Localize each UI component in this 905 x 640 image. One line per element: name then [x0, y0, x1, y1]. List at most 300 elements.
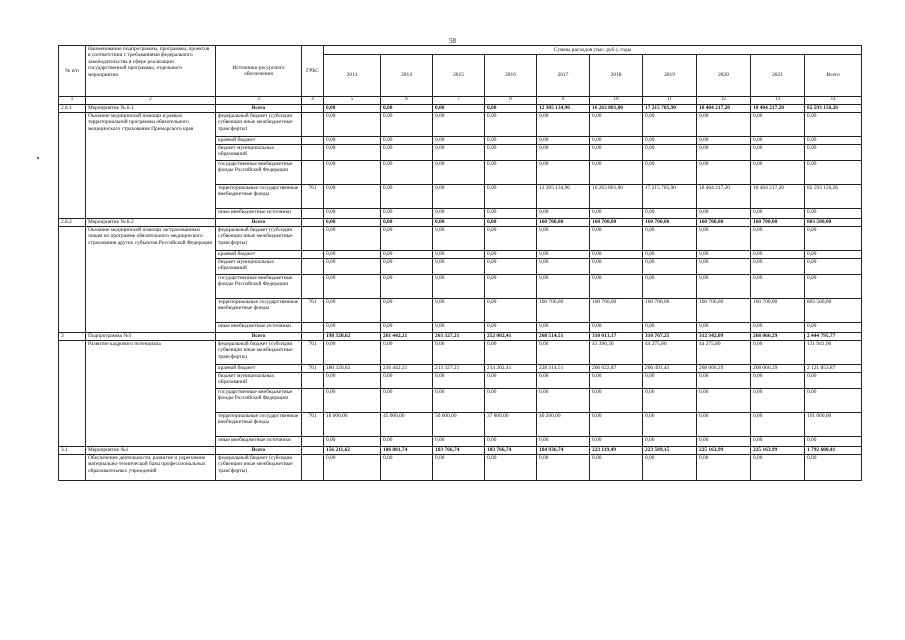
year-value: 0,00 — [697, 251, 751, 259]
grbs-code: 761 — [302, 365, 324, 373]
funding-source: государственные внебюджетные фонды Российской Федерации — [216, 161, 302, 185]
header-year: 2021 — [751, 55, 805, 97]
year-value: 268 066,29 — [697, 365, 751, 373]
funding-source: территориальные государственные внебюджетные фонды — [216, 413, 302, 437]
item-number: 2.8.2 — [59, 219, 86, 227]
year-value: 0,00 — [485, 259, 537, 275]
year-value: 0,00 — [433, 161, 485, 185]
year-value: 0,00 — [485, 275, 537, 299]
header-year: 2020 — [697, 55, 751, 97]
header-year: 2017 — [537, 55, 590, 97]
column-number: 3 — [216, 97, 302, 105]
year-value: 16 263 801,00 — [590, 105, 643, 113]
funding-source: краевой бюджет — [216, 137, 302, 145]
year-value: 0,00 — [381, 227, 433, 251]
year-value: 160 700,00 — [697, 299, 751, 323]
year-value: 0,00 — [697, 413, 751, 437]
year-value: 0,00 — [485, 105, 537, 113]
table-row — [59, 447, 862, 455]
year-value: 0,00 — [590, 209, 643, 219]
year-value: 0,00 — [643, 251, 697, 259]
year-value: 0,00 — [697, 145, 751, 161]
year-value: 198 320,62 — [324, 333, 381, 341]
table-row — [59, 105, 862, 113]
grbs-code — [302, 227, 324, 251]
year-value: 18 404 217,20 — [751, 105, 805, 113]
column-number: 12 — [697, 97, 751, 105]
budget-table — [58, 45, 862, 481]
funding-source: государственные внебюджетные фонды Российской Федерации — [216, 389, 302, 413]
year-value: 0,00 — [324, 219, 381, 227]
year-value: 0,00 — [643, 373, 697, 389]
year-value: 0,00 — [485, 341, 537, 365]
item-number: 2.8.1 — [59, 105, 86, 113]
header-year: 2015 — [433, 55, 485, 97]
year-value: 0,00 — [381, 161, 433, 185]
year-value: 18 404 217,20 — [751, 185, 805, 209]
column-number: 6 — [381, 97, 433, 105]
year-value: 0,00 — [537, 437, 590, 447]
year-value: 0,00 — [381, 113, 433, 137]
item-description: Оказание медицинской помощи в рамках территориальной программы обязательного медицинского страхования Приморского края — [86, 113, 216, 219]
year-value: 17 215 785,90 — [643, 185, 697, 209]
grbs-code: 761 — [302, 185, 324, 209]
year-value: 0,00 — [590, 323, 643, 333]
year-value: 183 766,74 — [485, 447, 537, 455]
year-value: 0,00 — [590, 389, 643, 413]
year-value: 0,00 — [751, 161, 805, 185]
grbs-code — [302, 137, 324, 145]
total-value: 2 121 853,87 — [805, 365, 862, 373]
item-description: Оказание медицинской помощи застрахованным лицам по программе обязательного медицинского страхования других субъектов Российской Федерации — [86, 227, 216, 333]
grbs-code — [302, 275, 324, 299]
year-value: 0,00 — [324, 437, 381, 447]
total-value: 0,00 — [805, 161, 862, 185]
total-value: 0,00 — [805, 373, 862, 389]
year-value: 0,00 — [643, 323, 697, 333]
year-value: 0,00 — [751, 227, 805, 251]
year-value: 223 119,49 — [590, 447, 643, 455]
year-value: 0,00 — [433, 251, 485, 259]
column-number: 11 — [643, 97, 697, 105]
year-value: 0,00 — [537, 251, 590, 259]
year-value: 0,00 — [643, 137, 697, 145]
total-value: 0,00 — [805, 323, 862, 333]
year-value: 0,00 — [433, 209, 485, 219]
year-value: 252 002,41 — [485, 333, 537, 341]
grbs-code — [302, 333, 324, 341]
year-value: 0,00 — [324, 251, 381, 259]
year-value: 0,00 — [751, 437, 805, 447]
year-value: 0,00 — [537, 389, 590, 413]
funding-source: федеральный бюджет (субсидии субвенции иные межбюджетные трансферты) — [216, 113, 302, 137]
year-value: 0,00 — [485, 145, 537, 161]
year-value: 0,00 — [485, 323, 537, 333]
funding-source: краевой бюджет — [216, 365, 302, 373]
year-value: 18 404 217,20 — [697, 185, 751, 209]
year-value: 0,00 — [590, 137, 643, 145]
year-value: 0,00 — [537, 209, 590, 219]
year-value: 0,00 — [381, 105, 433, 113]
year-value: 0,00 — [433, 145, 485, 161]
funding-source: краевой бюджет — [216, 251, 302, 259]
year-value: 0,00 — [697, 227, 751, 251]
year-value: 0,00 — [590, 113, 643, 137]
funding-source: территориальные государственные внебюджетные фонды — [216, 185, 302, 209]
year-value: 0,00 — [381, 185, 433, 209]
total-value: 191 000,00 — [805, 413, 862, 437]
year-value: 160 700,00 — [643, 219, 697, 227]
year-value: 0,00 — [697, 137, 751, 145]
item-description: Развитие кадрового потенциала — [86, 341, 216, 447]
funding-source: федеральный бюджет (субсидии субвенции иные межбюджетные трансферты) — [216, 227, 302, 251]
year-value: 0,00 — [324, 323, 381, 333]
total-value: 0,00 — [805, 113, 862, 137]
year-value: 0,00 — [751, 275, 805, 299]
year-value: 0,00 — [590, 373, 643, 389]
year-value: 0,00 — [433, 275, 485, 299]
year-value: 0,00 — [433, 219, 485, 227]
year-value: 0,00 — [643, 275, 697, 299]
header-year: 2014 — [381, 55, 433, 97]
column-number: 7 — [433, 97, 485, 105]
scan-speck — [37, 157, 39, 159]
year-value: 0,00 — [751, 323, 805, 333]
grbs-code — [302, 437, 324, 447]
year-value: 223 589,15 — [643, 447, 697, 455]
year-value: 0,00 — [433, 373, 485, 389]
item-title: Подпрограмма №3 — [86, 333, 216, 341]
year-value: 183 766,74 — [433, 447, 485, 455]
year-value: 0,00 — [751, 113, 805, 137]
column-number: 10 — [590, 97, 643, 105]
table-row — [59, 341, 862, 365]
table-row — [59, 227, 862, 251]
year-value: 12 305 134,96 — [537, 105, 590, 113]
year-value: 0,00 — [751, 209, 805, 219]
year-value: 40 200,00 — [537, 413, 590, 437]
year-value: 0,00 — [324, 373, 381, 389]
total-value: 82 593 156,26 — [805, 105, 862, 113]
total-value: 0,00 — [805, 209, 862, 219]
year-value: 0,00 — [537, 259, 590, 275]
header-grbs: ГРБС — [302, 46, 324, 97]
year-value: 12 305 134,96 — [537, 185, 590, 209]
year-value: 0,00 — [381, 219, 433, 227]
year-value: 0,00 — [590, 251, 643, 259]
header-total: Всего — [805, 55, 862, 97]
year-value: 0,00 — [537, 113, 590, 137]
funding-source: иные внебюджетные источники — [216, 323, 302, 333]
year-value: 0,00 — [643, 145, 697, 161]
year-value: 0,00 — [643, 455, 697, 481]
year-value: 0,00 — [643, 227, 697, 251]
funding-source: Всего — [216, 219, 302, 227]
year-value: 0,00 — [324, 227, 381, 251]
year-value: 0,00 — [537, 275, 590, 299]
year-value: 0,00 — [324, 275, 381, 299]
year-value: 0,00 — [537, 373, 590, 389]
year-value: 0,00 — [697, 323, 751, 333]
year-value: 0,00 — [381, 209, 433, 219]
grbs-code — [302, 105, 324, 113]
table-row — [59, 113, 862, 137]
year-value: 0,00 — [751, 413, 805, 437]
year-value: 0,00 — [381, 389, 433, 413]
year-value: 0,00 — [324, 299, 381, 323]
header-sum-title: Суммы расходов (тыс. руб.), годы — [324, 46, 862, 55]
item-title: Мероприятие № 8.1 — [86, 105, 216, 113]
year-value: 0,00 — [433, 259, 485, 275]
year-value: 0,00 — [324, 137, 381, 145]
year-value: 268 066,29 — [751, 365, 805, 373]
year-value: 0,00 — [697, 389, 751, 413]
year-value: 0,00 — [381, 259, 433, 275]
year-value: 0,00 — [381, 437, 433, 447]
year-value: 50 000,00 — [433, 413, 485, 437]
year-value: 0,00 — [643, 113, 697, 137]
funding-source: бюджет муниципальных образований — [216, 259, 302, 275]
grbs-code: 761 — [302, 299, 324, 323]
year-value: 0,00 — [751, 373, 805, 389]
year-value: 310 013,17 — [590, 333, 643, 341]
column-number: 4 — [302, 97, 324, 105]
header-name: Наименование подпрограммы, программы, проектов в соответствии с требованиями федерального законодательства в сфере реализации государственной программы, отдельного мероприятия — [86, 46, 216, 97]
year-value: 0,00 — [537, 323, 590, 333]
year-value: 160 700,00 — [751, 299, 805, 323]
funding-source: иные внебюджетные источники — [216, 209, 302, 219]
item-number-span — [59, 455, 86, 481]
year-value: 0,00 — [324, 455, 381, 481]
year-value: 0,00 — [590, 227, 643, 251]
year-value: 312 342,09 — [697, 333, 751, 341]
year-value: 228 314,51 — [537, 365, 590, 373]
year-value: 0,00 — [381, 341, 433, 365]
year-value: 0,00 — [537, 145, 590, 161]
header-num: № п/п — [59, 46, 86, 97]
funding-source: бюджет муниципальных образований — [216, 145, 302, 161]
year-value: 43 390,30 — [590, 341, 643, 365]
year-value: 0,00 — [485, 455, 537, 481]
year-value: 0,00 — [324, 105, 381, 113]
year-value: 263 327,21 — [433, 333, 485, 341]
year-value: 310 767,25 — [643, 333, 697, 341]
year-value: 0,00 — [751, 137, 805, 145]
year-value: 0,00 — [643, 389, 697, 413]
year-value: 0,00 — [751, 251, 805, 259]
year-value: 0,00 — [697, 455, 751, 481]
year-value: 0,00 — [697, 113, 751, 137]
funding-source: бюджет муниципальных образований — [216, 373, 302, 389]
total-value: 0,00 — [805, 251, 862, 259]
year-value: 0,00 — [697, 209, 751, 219]
funding-source: иные внебюджетные источники — [216, 437, 302, 447]
year-value: 160 700,00 — [590, 219, 643, 227]
year-value: 225 163,99 — [697, 447, 751, 455]
grbs-code — [302, 161, 324, 185]
year-value: 213 327,21 — [433, 365, 485, 373]
year-value: 0,00 — [485, 185, 537, 209]
year-value: 0,00 — [590, 437, 643, 447]
year-value: 0,00 — [381, 373, 433, 389]
total-value: 1 792 600,41 — [805, 447, 862, 455]
grbs-code — [302, 373, 324, 389]
year-value: 0,00 — [381, 251, 433, 259]
funding-source: Всего — [216, 105, 302, 113]
total-value: 0,00 — [805, 259, 862, 275]
year-value: 44 275,80 — [697, 341, 751, 365]
item-description: Обеспечение деятельности, развитие и укрепление материально-технической базы профессиональных образовательных учреждений — [86, 455, 216, 481]
year-value: 18 404 217,20 — [697, 105, 751, 113]
year-value: 160 700,00 — [537, 219, 590, 227]
year-value: 0,00 — [751, 389, 805, 413]
grbs-code — [302, 447, 324, 455]
year-value: 0,00 — [433, 105, 485, 113]
year-value: 180 320,62 — [324, 365, 381, 373]
year-value: 268 514,51 — [537, 333, 590, 341]
year-value: 0,00 — [433, 341, 485, 365]
total-value: 0,00 — [805, 227, 862, 251]
grbs-code: 761 — [302, 341, 324, 365]
year-value: 45 000,00 — [381, 413, 433, 437]
year-value: 0,00 — [697, 161, 751, 185]
year-value: 0,00 — [485, 299, 537, 323]
column-number: 1 — [59, 97, 86, 105]
year-value: 160 700,00 — [537, 299, 590, 323]
total-value: 0,00 — [805, 389, 862, 413]
year-value: 0,00 — [643, 209, 697, 219]
year-value: 0,00 — [590, 161, 643, 185]
table-row — [59, 455, 862, 481]
column-number: 13 — [751, 97, 805, 105]
header-year: 2013 — [324, 55, 381, 97]
year-value: 0,00 — [485, 389, 537, 413]
year-value: 0,00 — [697, 275, 751, 299]
year-value: 0,00 — [433, 185, 485, 209]
year-value: 0,00 — [751, 145, 805, 161]
total-value: 803 500,00 — [805, 299, 862, 323]
column-number: 14 — [805, 97, 862, 105]
year-value: 0,00 — [485, 251, 537, 259]
year-value: 0,00 — [485, 227, 537, 251]
year-value: 0,00 — [324, 185, 381, 209]
year-value: 0,00 — [590, 259, 643, 275]
year-value: 0,00 — [485, 437, 537, 447]
year-value: 0,00 — [324, 161, 381, 185]
funding-source: территориальные государственные внебюджетные фонды — [216, 299, 302, 323]
year-value: 225 163,99 — [751, 447, 805, 455]
year-value: 0,00 — [433, 113, 485, 137]
total-value: 2 444 795,77 — [805, 333, 862, 341]
year-value: 0,00 — [485, 373, 537, 389]
grbs-code — [302, 323, 324, 333]
item-number: 3 — [59, 333, 86, 341]
item-title: Мероприятие № 8.2 — [86, 219, 216, 227]
total-value: 0,00 — [805, 455, 862, 481]
year-value: 0,00 — [643, 413, 697, 437]
table-row — [59, 219, 862, 227]
year-value: 0,00 — [381, 275, 433, 299]
year-value: 0,00 — [433, 299, 485, 323]
year-value: 0,00 — [324, 113, 381, 137]
year-value: 0,00 — [433, 137, 485, 145]
year-value: 0,00 — [433, 227, 485, 251]
grbs-code — [302, 455, 324, 481]
header-source: Источники ресурсного обеспечения — [216, 46, 302, 97]
funding-source: Всего — [216, 333, 302, 341]
year-value: 0,00 — [751, 341, 805, 365]
item-number-span — [59, 341, 86, 447]
year-value: 268 066,29 — [751, 333, 805, 341]
year-value: 37 800,00 — [485, 413, 537, 437]
year-value: 0,00 — [590, 455, 643, 481]
year-value: 0,00 — [485, 137, 537, 145]
year-value: 0,00 — [433, 323, 485, 333]
column-number: 2 — [86, 97, 216, 105]
year-value: 0,00 — [537, 161, 590, 185]
year-value: 160 700,00 — [751, 219, 805, 227]
column-number: 5 — [324, 97, 381, 105]
funding-source: государственные внебюджетные фонды Российской Федерации — [216, 275, 302, 299]
year-value: 0,00 — [537, 137, 590, 145]
year-value: 266 491,45 — [643, 365, 697, 373]
year-value: 0,00 — [590, 275, 643, 299]
grbs-code — [302, 113, 324, 137]
year-value: 0,00 — [324, 389, 381, 413]
year-value: 160 700,00 — [590, 299, 643, 323]
year-value: 44 275,80 — [643, 341, 697, 365]
year-value: 18 000,00 — [324, 413, 381, 437]
header-year: 2019 — [643, 55, 697, 97]
year-value: 0,00 — [433, 389, 485, 413]
year-value: 216 442,21 — [381, 365, 433, 373]
year-value: 0,00 — [643, 161, 697, 185]
year-value: 0,00 — [751, 259, 805, 275]
total-value: 82 593 156,26 — [805, 185, 862, 209]
grbs-code — [302, 251, 324, 259]
year-value: 0,00 — [485, 161, 537, 185]
table-row — [59, 333, 862, 341]
grbs-code — [302, 219, 324, 227]
total-value: 0,00 — [805, 137, 862, 145]
header-year: 2018 — [590, 55, 643, 97]
year-value: 0,00 — [381, 145, 433, 161]
year-value: 0,00 — [697, 259, 751, 275]
item-number: 3.1 — [59, 447, 86, 455]
year-value: 0,00 — [590, 413, 643, 437]
year-value: 0,00 — [485, 113, 537, 137]
funding-source: Всего — [216, 447, 302, 455]
total-value: 0,00 — [805, 437, 862, 447]
year-value: 0,00 — [324, 341, 381, 365]
year-value: 214 202,41 — [485, 365, 537, 373]
year-value: 186 881,74 — [381, 447, 433, 455]
grbs-code — [302, 145, 324, 161]
year-value: 0,00 — [751, 455, 805, 481]
year-value: 0,00 — [324, 145, 381, 161]
year-value: 0,00 — [433, 437, 485, 447]
year-value: 184 936,74 — [537, 447, 590, 455]
page-number: 58 — [449, 37, 456, 45]
year-value: 16 263 801,00 — [590, 185, 643, 209]
total-value: 0,00 — [805, 145, 862, 161]
year-value: 266 622,87 — [590, 365, 643, 373]
year-value: 0,00 — [643, 259, 697, 275]
year-value: 0,00 — [381, 455, 433, 481]
year-value: 156 211,62 — [324, 447, 381, 455]
year-value: 0,00 — [433, 455, 485, 481]
total-value: 0,00 — [805, 275, 862, 299]
